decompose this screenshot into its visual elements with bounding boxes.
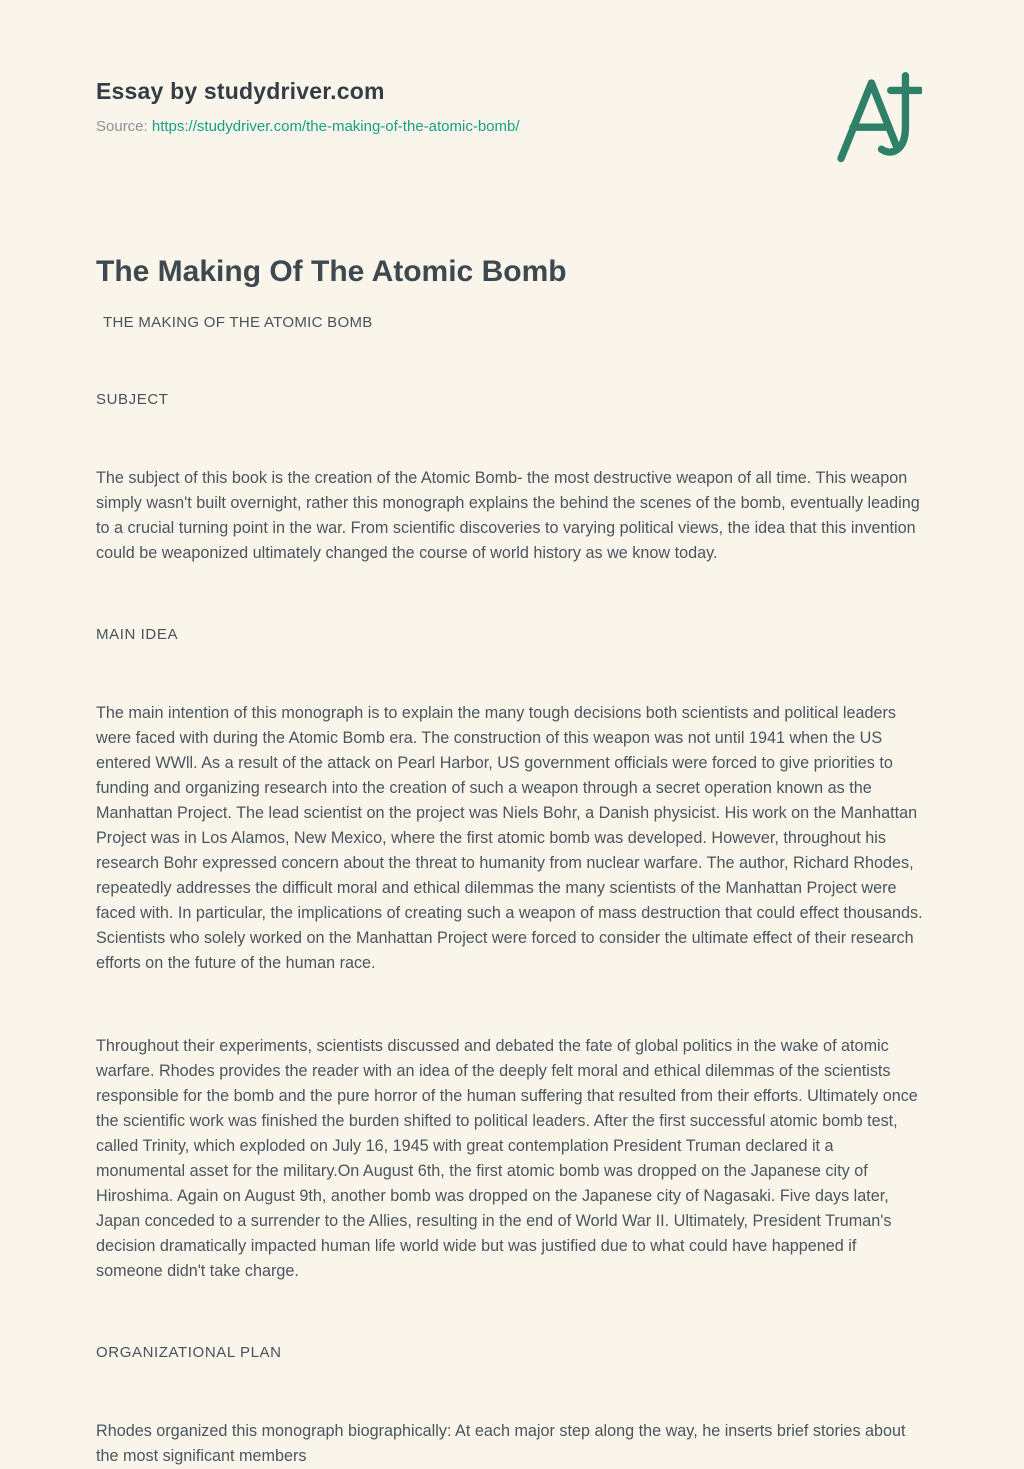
section-heading-organizational-plan: ORGANIZATIONAL PLAN: [96, 1344, 282, 1361]
essay-title: The Making Of The Atomic Bomb: [96, 255, 567, 288]
essay-subtitle: THE MAKING OF THE ATOMIC BOMB: [103, 314, 373, 331]
section-heading-subject: SUBJECT: [96, 391, 169, 408]
section-heading-main-idea: MAIN IDEA: [96, 626, 179, 643]
organizational-plan-paragraph: Rhodes organized this monograph biographically: At each major step along the way, he inserts brief stories about the most significant members: [96, 1422, 906, 1465]
source-label: Source:: [96, 118, 148, 135]
subject-paragraph: The subject of this book is the creation of the Atomic Bomb- the most destructive weapon of all time. This weapon simply wasn't built overnight, rather this monograph explains the behind the scenes of the bomb, eventually leading to a crucial turning point in the war. From scientific discoveries to varying political views, the idea that this invention could be weaponized ultimately changed the course of world history as we know today.: [96, 469, 920, 562]
main-idea-paragraph-2: Throughout their experiments, scientists discussed and debated the fate of global politics in the wake of atomic warfare. Rhodes provides the reader with an idea of the deeply felt moral and ethical dilemmas of the scientists responsible for the bomb and the pure horror of the human suffering that resulted from their efforts. Ultimately once the scientific work was finished the burden shifted to political leaders. After the first successful atomic bomb test, called Trinity, which exploded on July 16, 1945 with great contemplation President Truman declared it a monumental asset for the military.On August 6th, the first atomic bomb was dropped on the Japanese city of Hiroshima. Again on August 9th, another bomb was dropped on the Japanese city of Nagasaki. Five days later, Japan conceded to a surrender to the Allies, resulting in the end of World War II. Ultimately, President Truman's decision dramatically impacted human life world wide but was justified due to what could have happened if someone didn't take charge.: [96, 1037, 918, 1280]
main-idea-paragraph-1: The main intention of this monograph is to explain the many tough decisions both scientists and political leaders were faced with during the Atomic Bomb era. The construction of this weapon was not until 1941 when the US entered WWll. As a result of the attack on Pearl Harbor, US government officials were forced to give priorities to funding and organizing research into the creation of such a weapon through a secret operation known as the Manhattan Project. The lead scientist on the project was Niels Bohr, a Danish physicist. His work on the Manhattan Project was in Los Alamos, New Mexico, where the first atomic bomb was developed. However, throughout his research Bohr expressed concern about the threat to humanity from nuclear warfare. The author, Richard Rhodes, repeatedly addresses the difficult moral and ethical dilemmas the many scientists of the Manhattan Project were faced with. In particular, the implications of creating such a weapon of mass destruction that could effect thousands. Scientists who solely worked on the Manhattan Project were forced to consider the ultimate effect of their research efforts on the future of the human race.: [96, 704, 923, 972]
studydriver-monogram-icon: [830, 68, 922, 168]
site-title: Essay by studydriver.com: [96, 78, 385, 104]
source-link[interactable]: https://studydriver.com/the-making-of-the-atomic-bomb/: [151, 118, 520, 135]
source-line: [96, 118, 924, 135]
